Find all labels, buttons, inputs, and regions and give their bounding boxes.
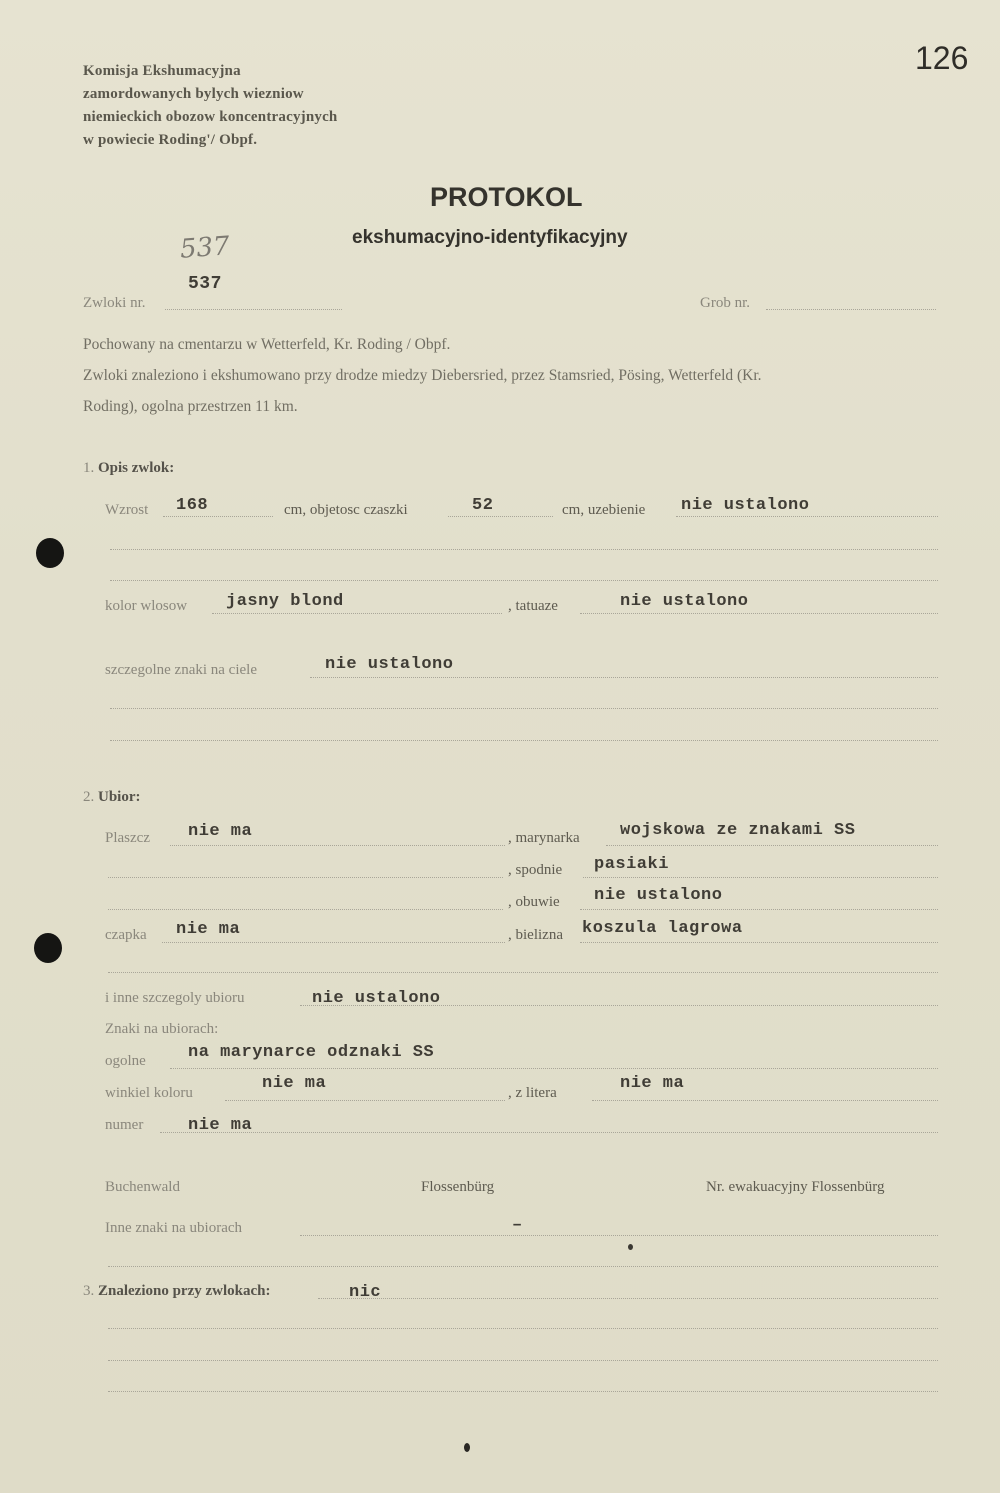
- winkel-line: [225, 1100, 505, 1101]
- jacket-line: [606, 845, 938, 846]
- section-1-title: Opis zwlok:: [98, 460, 175, 476]
- section-1-heading: [83, 460, 174, 477]
- winkel-value: nie ma: [262, 1074, 327, 1093]
- tattoo-label: , tatuaze: [508, 598, 558, 614]
- general-line: [170, 1068, 938, 1069]
- teeth-line: [676, 516, 938, 517]
- blank-line: [108, 1328, 938, 1329]
- blank-line: [110, 740, 938, 741]
- skull-value: 52: [472, 496, 494, 515]
- blank-line: [108, 972, 938, 973]
- blank-line: [108, 909, 503, 910]
- blank-line: [108, 1391, 938, 1392]
- other-clothing-marks-value: –: [512, 1216, 523, 1235]
- trousers-label: , spodnie: [508, 862, 563, 878]
- page-number: 126: [915, 40, 969, 76]
- body-number-line: [165, 309, 342, 310]
- letter-label: , z litera: [508, 1085, 557, 1101]
- punch-hole-bottom: [34, 933, 62, 963]
- winkel-label: winkiel koloru: [105, 1085, 193, 1101]
- section-2-heading: [83, 789, 141, 806]
- ink-speck: [628, 1244, 633, 1250]
- section-3-number: 3.: [83, 1283, 95, 1299]
- clothing-marks-label: Znaki na ubiorach:: [105, 1021, 219, 1037]
- found-items-line: [318, 1298, 938, 1299]
- general-label: ogolne: [105, 1053, 146, 1069]
- body-number-handwritten: 537: [179, 231, 231, 265]
- header-line-4: w powiecie Roding'/ Obpf.: [83, 132, 258, 148]
- teeth-value: nie ustalono: [681, 496, 810, 515]
- height-label: Wzrost: [105, 502, 149, 518]
- jacket-value: wojskowa ze znakami SS: [620, 821, 856, 840]
- other-clothing-marks-line: [300, 1235, 938, 1236]
- section-1-number: 1.: [83, 460, 95, 476]
- body-marks-label: szczegolne znaki na ciele: [105, 662, 257, 678]
- trousers-line: [583, 877, 938, 878]
- skull-line: [448, 516, 553, 517]
- burial-line: Pochowany na cmentarzu w Wetterfeld, Kr. Roding / Obpf.: [83, 336, 451, 353]
- buchenwald-label: Buchenwald: [105, 1179, 180, 1195]
- height-line: [163, 516, 273, 517]
- jacket-label: , marynarka: [508, 830, 580, 846]
- header-line-3: niemieckich obozow koncentracyjnych: [83, 109, 338, 125]
- general-value: na marynarce odznaki SS: [188, 1043, 435, 1062]
- letter-line: [592, 1100, 938, 1101]
- section-3-title: Znaleziono przy zwlokach:: [98, 1283, 271, 1299]
- tattoo-value: nie ustalono: [620, 592, 749, 611]
- grave-number-line: [766, 309, 936, 310]
- punch-hole-top: [36, 538, 64, 568]
- teeth-label: cm, uzebienie: [562, 502, 646, 518]
- ink-speck: [464, 1443, 470, 1452]
- hair-value: jasny blond: [226, 592, 344, 611]
- document-subtitle: ekshumacyjno-identyfikacyjny: [352, 227, 628, 248]
- height-value: 168: [176, 496, 209, 515]
- header-line-2: zamordowanych bylych wiezniow: [83, 86, 304, 102]
- underwear-label: , bielizna: [508, 927, 563, 943]
- underwear-line: [580, 942, 938, 943]
- shoes-label: , obuwie: [508, 894, 560, 910]
- number-label: numer: [105, 1117, 144, 1133]
- evacuation-number-label: Nr. ewakuacyjny Flossenbürg: [706, 1179, 885, 1195]
- shoes-line: [580, 909, 938, 910]
- underwear-value: koszula lagrowa: [582, 919, 743, 938]
- blank-line: [110, 580, 938, 581]
- blank-line: [108, 1266, 938, 1267]
- hair-label: kolor wlosow: [105, 598, 188, 614]
- number-line: [160, 1132, 938, 1133]
- document-title: PROTOKOL: [430, 182, 583, 212]
- trousers-value: pasiaki: [594, 855, 669, 874]
- body-number-label: Zwloki nr.: [83, 295, 146, 311]
- other-clothing-marks-label: Inne znaki na ubiorach: [105, 1220, 243, 1236]
- body-marks-value: nie ustalono: [325, 655, 454, 674]
- header-line-1: Komisja Ekshumacyjna: [83, 63, 241, 79]
- coat-line: [170, 845, 505, 846]
- body-marks-line: [310, 677, 938, 678]
- blank-line: [110, 708, 938, 709]
- other-details-value: nie ustalono: [312, 989, 441, 1008]
- flossenburg-label: Flossenbürg: [421, 1179, 495, 1195]
- coat-label: Plaszcz: [105, 830, 150, 846]
- found-items-value: nic: [349, 1283, 382, 1302]
- tattoo-line: [580, 613, 938, 614]
- section-2-number: 2.: [83, 789, 95, 805]
- cap-value: nie ma: [176, 920, 241, 939]
- found-line-1: Zwloki znaleziono i ekshumowano przy drodze miedzy Diebersried, przez Stamsried, Pösing, Wetterfeld (Kr.: [83, 367, 762, 384]
- cap-label: czapka: [105, 927, 147, 943]
- skull-label: cm, objetosc czaszki: [284, 502, 408, 518]
- section-3-heading: [83, 1283, 271, 1300]
- letter-value: nie ma: [620, 1074, 685, 1093]
- grave-number-label: Grob nr.: [700, 295, 750, 311]
- hair-line: [212, 613, 502, 614]
- other-details-label: i inne szczegoly ubioru: [105, 990, 245, 1006]
- blank-line: [108, 877, 503, 878]
- number-value: nie ma: [188, 1116, 253, 1135]
- shoes-value: nie ustalono: [594, 886, 723, 905]
- coat-value: nie ma: [188, 822, 253, 841]
- cap-line: [162, 942, 505, 943]
- section-2-title: Ubior:: [98, 789, 141, 805]
- body-number-typed: 537: [188, 274, 222, 294]
- blank-line: [108, 1360, 938, 1361]
- blank-line: [110, 549, 938, 550]
- found-line-2: Roding), ogolna przestrzen 11 km.: [83, 398, 298, 415]
